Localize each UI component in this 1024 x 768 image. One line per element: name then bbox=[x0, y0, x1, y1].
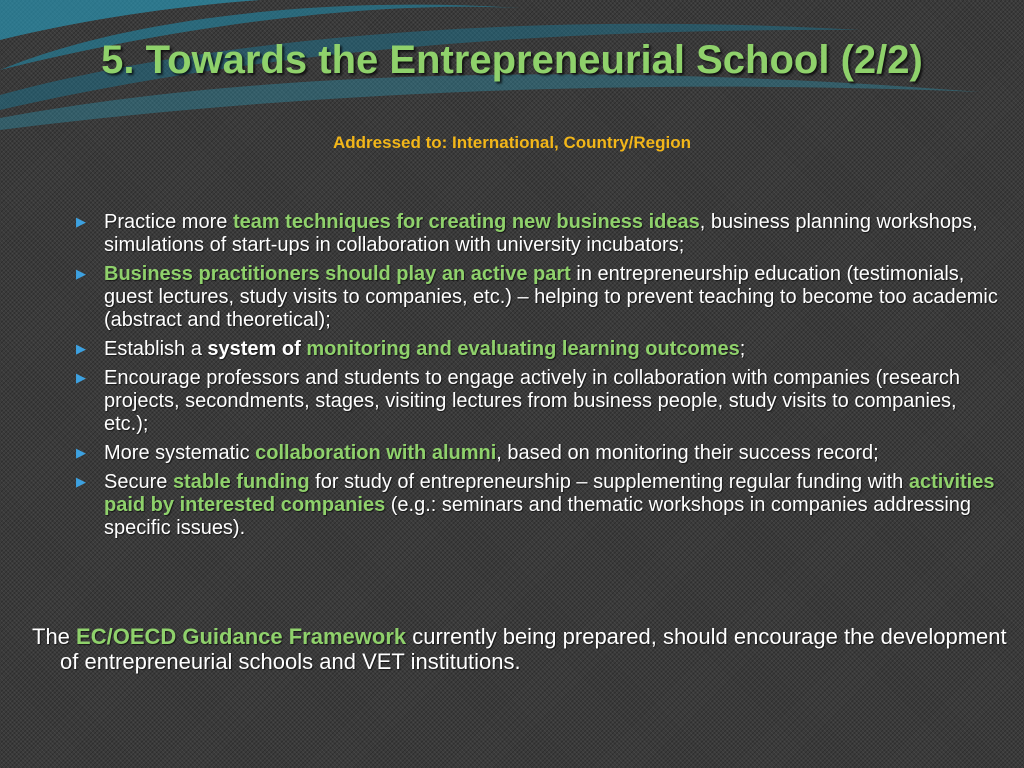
bullet-item bbox=[76, 338, 1006, 361]
triangle-bullet-icon: ▶ bbox=[76, 445, 86, 460]
bullet-text: Practice more bbox=[104, 211, 233, 233]
bullet-text: Secure bbox=[104, 471, 173, 493]
closing-text: currently being prepared, should encourage the development of entrepreneurial schools and VET institutions. bbox=[60, 624, 1007, 674]
bullet-item bbox=[76, 211, 1006, 257]
bullet-text: for study of entrepreneurship – supplementing regular funding with bbox=[309, 471, 909, 493]
bullet-text: in entrepreneurship education (testimonials, guest lectures, study visits to companies, etc.) – helping to prevent teaching to become too academic (abstract and theoretical); bbox=[104, 263, 998, 331]
slide-title: 5. Towards the Entrepreneurial School (2/2) bbox=[101, 38, 923, 82]
bullet-text: ; bbox=[739, 338, 746, 360]
triangle-bullet-icon: ▶ bbox=[76, 214, 86, 229]
bullet-item bbox=[76, 367, 1006, 436]
triangle-bullet-icon: ▶ bbox=[76, 266, 86, 281]
triangle-bullet-icon: ▶ bbox=[76, 370, 86, 385]
triangle-bullet-icon: ▶ bbox=[76, 341, 86, 356]
bullet-item bbox=[76, 263, 1006, 332]
bullet-highlight: team techniques for creating new business ideas bbox=[232, 211, 700, 233]
bullet-highlight: stable funding bbox=[172, 471, 310, 493]
slide-subtitle: Addressed to: International, Country/Region bbox=[333, 133, 691, 152]
closing-statement bbox=[32, 624, 1020, 674]
bullet-highlight: monitoring and evaluating learning outcomes bbox=[306, 338, 740, 360]
bullet-bold-text: system of bbox=[207, 338, 307, 360]
closing-highlight: EC/OECD Guidance Framework bbox=[76, 624, 407, 649]
bullet-highlight: Business practitioners should play an active part bbox=[104, 263, 571, 285]
bullet-item bbox=[76, 442, 1006, 465]
bullet-text: Encourage professors and students to engage actively in collaboration with companies (research projects, secondments, stages, visiting lectures from business people, study visits to companies, etc.); bbox=[104, 367, 961, 435]
bullet-item bbox=[76, 471, 1006, 540]
bullet-highlight: activities paid by interested companies bbox=[104, 471, 995, 516]
bullet-highlight: collaboration with alumni bbox=[255, 442, 497, 464]
bullet-text: , based on monitoring their success record; bbox=[496, 442, 879, 464]
bullet-text: (e.g.: seminars and thematic workshops in companies addressing specific issues). bbox=[104, 494, 972, 539]
closing-text: The bbox=[32, 624, 77, 649]
bullet-text: , business planning workshops, simulations of start-ups in collaboration with university incubators; bbox=[104, 211, 978, 256]
bullet-list bbox=[76, 211, 1006, 546]
bullet-text: Establish a bbox=[104, 338, 208, 360]
bullet-text: More systematic bbox=[104, 442, 256, 464]
triangle-bullet-icon: ▶ bbox=[76, 474, 86, 489]
